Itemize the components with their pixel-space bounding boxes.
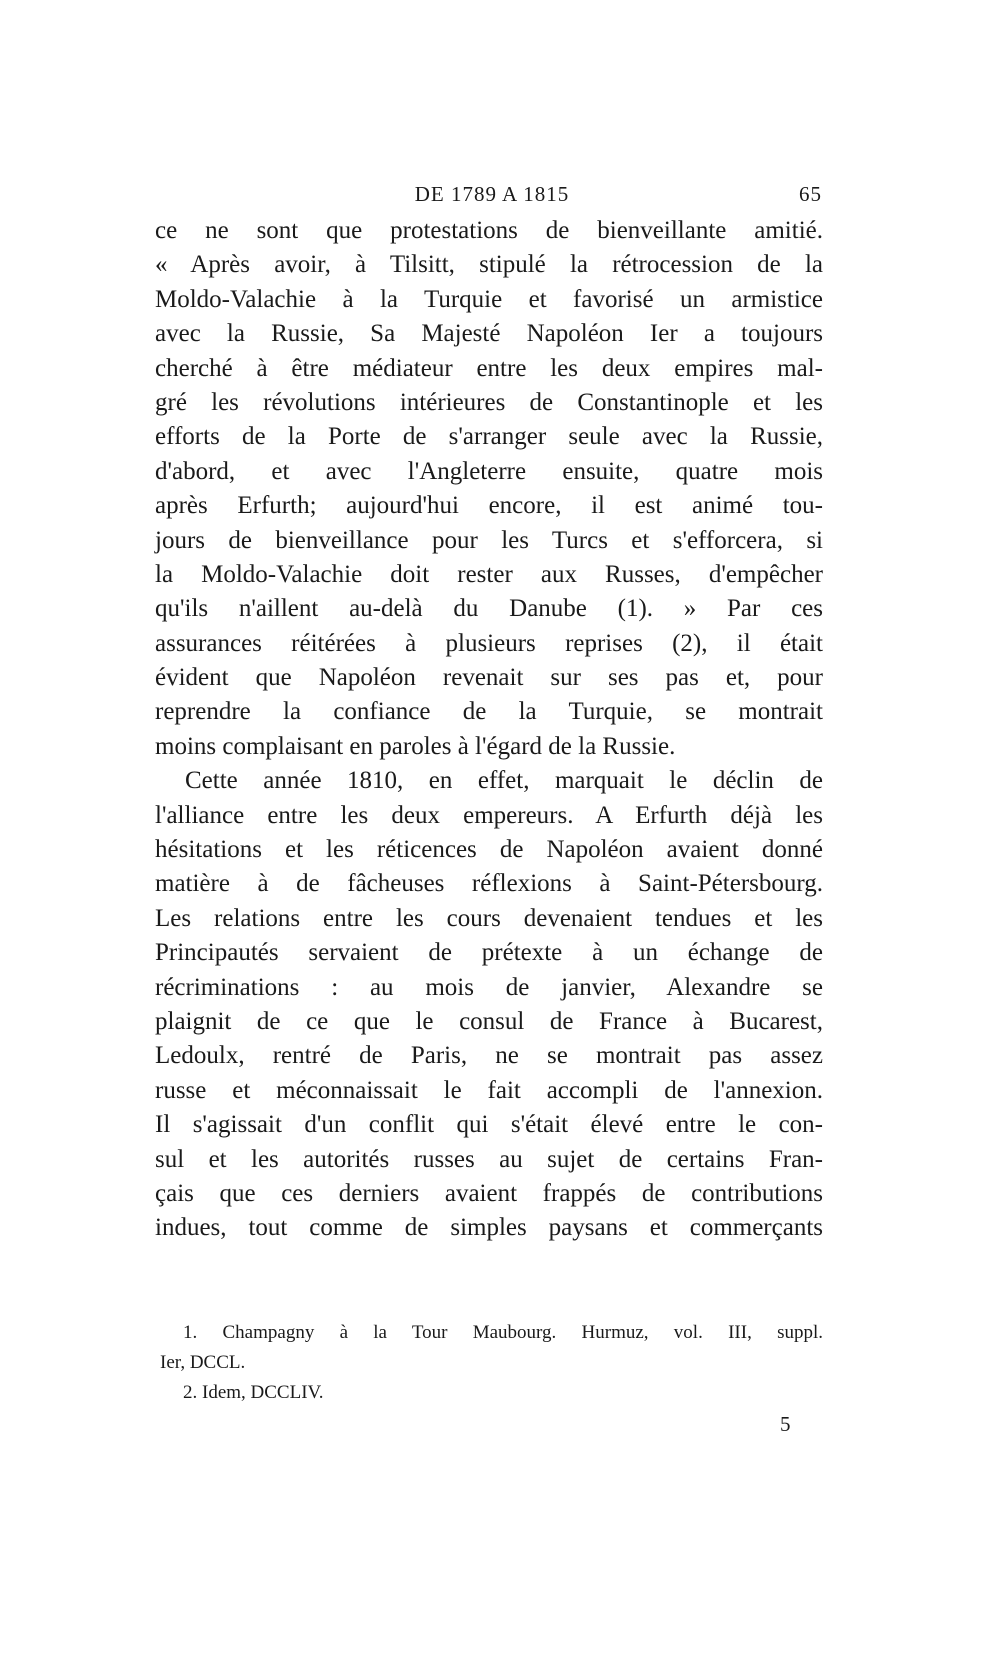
running-head	[162, 182, 822, 212]
text-line: l'alliance entre les deux empereurs. A Erfurth déjà les	[155, 801, 823, 829]
text-line: la Moldo-Valachie doit rester aux Russes, d'empêcher	[155, 560, 823, 588]
text-line: reprendre la confiance de la Turquie, se montrait	[155, 698, 823, 726]
text-line: çais que ces derniers avaient frappés de contributions	[155, 1179, 823, 1207]
text-line: sul et les autorités russes au sujet de certains Fran-	[155, 1145, 823, 1173]
text-line: jours de bienveillance pour les Turcs et s'efforcera, si	[155, 526, 823, 554]
text-line: Ledoulx, rentré de Paris, ne se montrait pas assez	[155, 1042, 823, 1070]
text-line: évident que Napoléon revenait sur ses pas et, pour	[155, 664, 823, 692]
text-line: hésitations et les réticences de Napoléon avaient donné	[155, 836, 823, 864]
text-line: après Erfurth; aujourd'hui encore, il est animé tou-	[155, 492, 823, 520]
footnotes	[160, 1318, 823, 1408]
footnote-1: 1. Champagny à la Tour Maubourg. Hurmuz, vol. III, suppl.	[183, 1322, 823, 1343]
text-line: russe et méconnaissait le fait accompli de l'annexion.	[155, 1076, 823, 1104]
text-line: Les relations entre les cours devenaient tendues et les	[155, 904, 823, 932]
text-line: Moldo-Valachie à la Turquie et favorisé un armistice	[155, 285, 823, 313]
text-line: Il s'agissait d'un conflit qui s'était élevé entre le con-	[155, 1111, 823, 1139]
text-line: moins complaisant en paroles à l'égard de la Russie.	[155, 732, 676, 760]
text-line: Principautés servaient de prétexte à un échange de	[155, 939, 823, 967]
text-line: gré les révolutions intérieures de Constantinople et les	[155, 388, 823, 416]
footnote-2: 2. Idem, DCCLIV.	[183, 1382, 324, 1403]
text-line: d'abord, et avec l'Angleterre ensuite, quatre mois	[155, 457, 823, 485]
text-line: avec la Russie, Sa Majesté Napoléon Ier a toujours	[155, 320, 823, 348]
text-line: cherché à être médiateur entre les deux empires mal-	[155, 354, 823, 382]
body-text	[155, 214, 823, 1246]
text-line: récriminations : au mois de janvier, Alexandre se	[155, 973, 823, 1001]
text-line: qu'ils n'aillent au-delà du Danube (1). » Par ces	[155, 595, 823, 623]
text-line: « Après avoir, à Tilsitt, stipulé la rétrocession de la	[155, 251, 823, 279]
running-title: DE 1789 A 1815	[414, 182, 570, 206]
page-number: 65	[799, 182, 822, 206]
footnote-1-continuation: Ier, DCCL.	[160, 1352, 246, 1373]
text-line: Cette année 1810, en effet, marquait le déclin de	[185, 767, 823, 795]
text-line: ce ne sont que protestations de bienveillante amitié.	[155, 217, 823, 244]
signature-mark: 5	[780, 1412, 791, 1436]
text-line: matière à de fâcheuses réflexions à Saint-Pétersbourg.	[155, 870, 823, 898]
text-line: efforts de la Porte de s'arranger seule avec la Russie,	[155, 423, 823, 451]
text-line: assurances réitérées à plusieurs reprises (2), il était	[155, 629, 823, 657]
text-line: plaignit de ce que le consul de France à Bucarest,	[155, 1007, 823, 1035]
text-line: indues, tout comme de simples paysans et commerçants	[155, 1214, 823, 1242]
